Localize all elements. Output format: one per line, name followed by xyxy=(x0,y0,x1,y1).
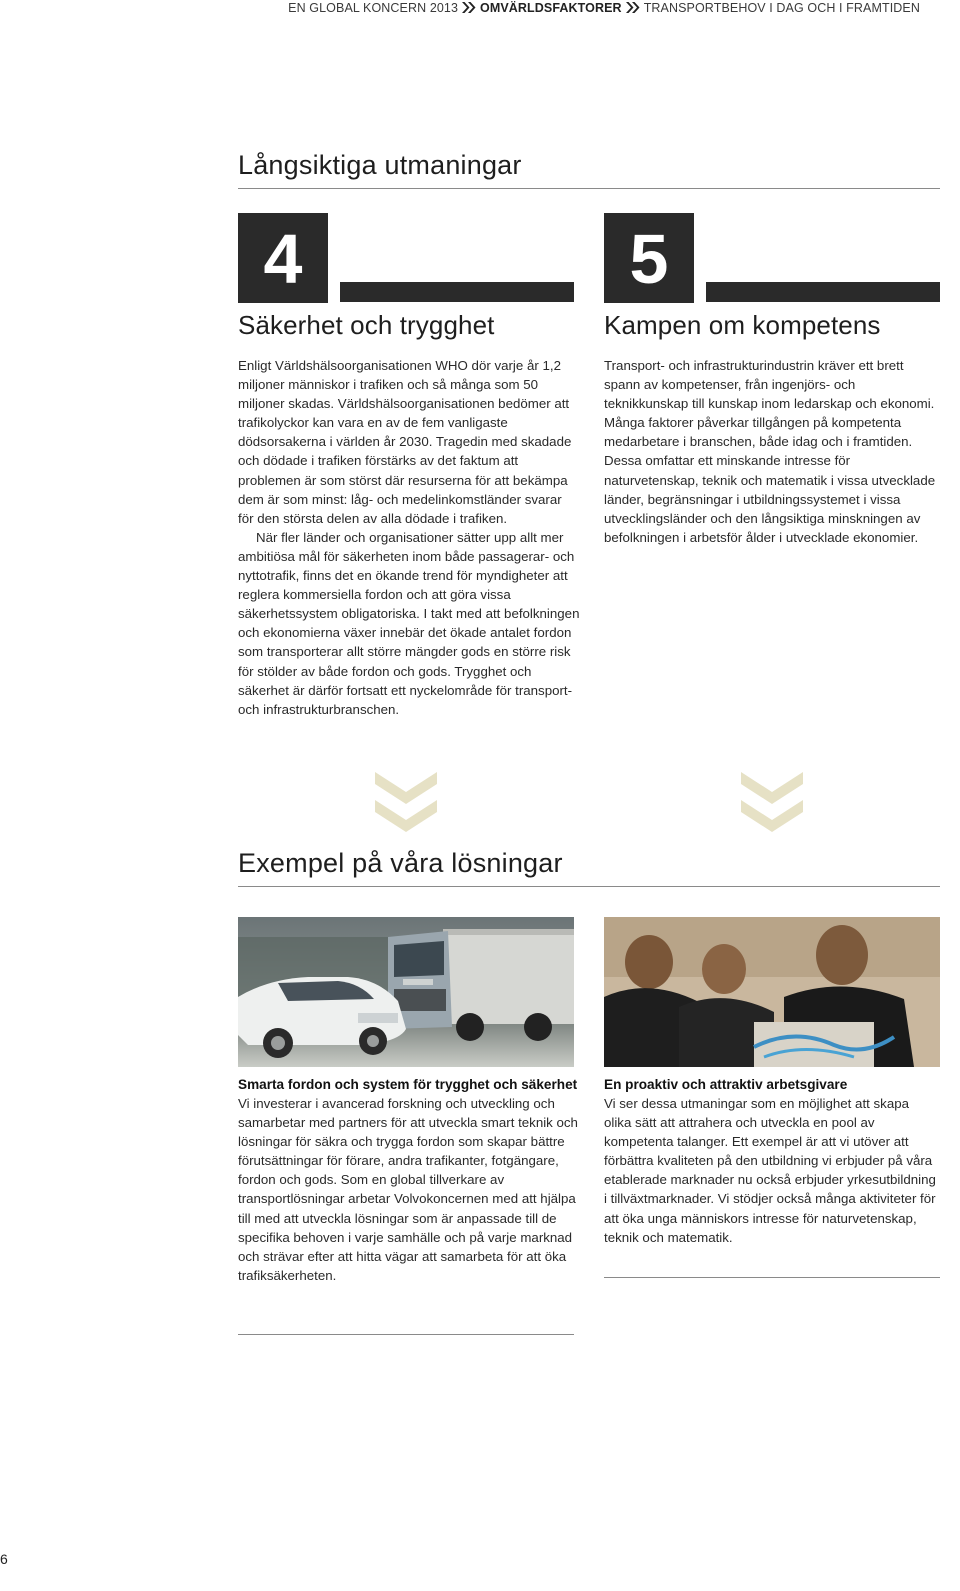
paragraph: När fler länder och organisationer sätter upp allt mer ambitiösa mål för säkerheten inom både passagerar- och nyttotrafik, finns det en ökande trend för myndigheter att reglera kommersiella fordon och att göra vissa säkerhetssystem obligatoriska. I takt med att befolkningen och ekonomierna växer innebär det ökade antalet fordon som transporterar allt större mängder gods en större risk för stölder av både fordon och gods. Trygghet och säkerhet är därför fortsatt ett nyckelområde för transport- och infrastrukturbranschen. xyxy=(238,529,580,717)
section-title-solutions: Exempel på våra lösningar xyxy=(238,848,563,878)
solution-title: Smarta fordon och system för trygghet och säkerhet xyxy=(238,1077,578,1092)
double-chevron-right-icon xyxy=(461,2,477,13)
double-chevron-right-icon xyxy=(625,2,641,13)
challenge-number-box: 4 xyxy=(238,213,328,303)
section-divider xyxy=(238,188,940,189)
paragraph: Enligt Världshälsoorganisationen WHO dör varje år 1,2 miljoner människor i trafiken och så många som 50 miljoner skadas. Världshälsoorganisationen bedömer att trafikolyckor kan vara en av de fem vanligaste dödsorsakerna i världen år 2030. Tragedin med skadade och dödade i trafiken förstärks av det faktum att problemen är som störst där resurserna för att bekämpa dem är som minst: låg- och medelinkomstländer svarar för den största delen av alla dödade i trafiken. xyxy=(238,358,572,526)
solution-text xyxy=(238,1094,580,1285)
number-bar xyxy=(706,282,940,302)
challenge-title: Säkerhet och trygghet xyxy=(238,310,495,340)
section-title-challenges: Långsiktiga utmaningar xyxy=(238,150,522,180)
double-chevron-down-icon xyxy=(375,772,437,834)
training-photo xyxy=(604,917,940,1067)
number-bar xyxy=(340,282,574,302)
column-end-rule xyxy=(604,1277,940,1278)
paragraph: Transport- och infrastrukturindustrin kräver ett brett spann av kompetenser, från ingenjörs- och teknikkunskap till kunskap inom ledarskap och ekonomi. Många faktorer påverkar tillgången på kompetenta medarbetare i branschen, både idag och i framtiden. Dessa omfattar ett minskande intresse för naturvetenskap, teknik och matematik i vissa utvecklade länder, begränsningar i utbildningssystemet i vissa utvecklingsländer och den långsiktiga minskningen av befolkningen i arbetsför ålder i utvecklade ekonomier. xyxy=(604,358,936,545)
truck-car-photo xyxy=(238,917,574,1067)
challenge-title: Kampen om kompetens xyxy=(604,310,881,340)
solution-left xyxy=(238,1075,580,1285)
breadcrumb xyxy=(0,0,960,18)
breadcrumb-item-omvarld[interactable]: OMVÄRLDSFAKTORER xyxy=(480,1,622,15)
column-end-rule xyxy=(238,1334,574,1335)
page-number: 6 xyxy=(0,1551,8,1567)
section-divider xyxy=(238,886,940,887)
paragraph: Vi ser dessa utmaningar som en möjlighet att skapa olika sätt att attrahera och utveckla en pool av kompetenta talanger. Ett exempel är att vi utöver att förbättra kvaliteten på den utbildning vi erbjuder på våra etablerade marknader nu också erbjuder yrkesutbildning i tillväxtmarknader. Vi stödjer också många aktiviteter för att öka unga människors intresse för naturvetenskap, teknik och matematik. xyxy=(604,1096,936,1245)
paragraph: Vi investerar i avancerad forskning och utveckling och samarbetar med partners för att utveckla smart teknik och lösningar för säkra och trygga fordon som skapar bättre förutsättningar för förare, andra trafikanter, fotgängare, fordon och gods. Som en global tillverkare av transportlösningar arbetar Volvokoncernen med att hjälpa till med att utveckla lösningar som är anpassade till de specifika behoven i varje samhälle och på varje marknad och strävar efter att hitta vägar att samarbeta för att öka trafiksäkerheten. xyxy=(238,1096,578,1283)
challenge-text xyxy=(604,356,940,547)
breadcrumb-item-koncern[interactable]: EN GLOBAL KONCERN 2013 xyxy=(288,1,459,15)
challenge-number-box: 5 xyxy=(604,213,694,303)
solution-title: En proaktiv och attraktiv arbetsgivare xyxy=(604,1077,848,1092)
breadcrumb-item-transportbehov[interactable]: TRANSPORTBEHOV I DAG OCH I FRAMTIDEN xyxy=(643,1,920,15)
challenge-text xyxy=(238,356,580,719)
solution-text xyxy=(604,1094,940,1247)
double-chevron-down-icon xyxy=(741,772,803,834)
solution-right xyxy=(604,1075,940,1247)
